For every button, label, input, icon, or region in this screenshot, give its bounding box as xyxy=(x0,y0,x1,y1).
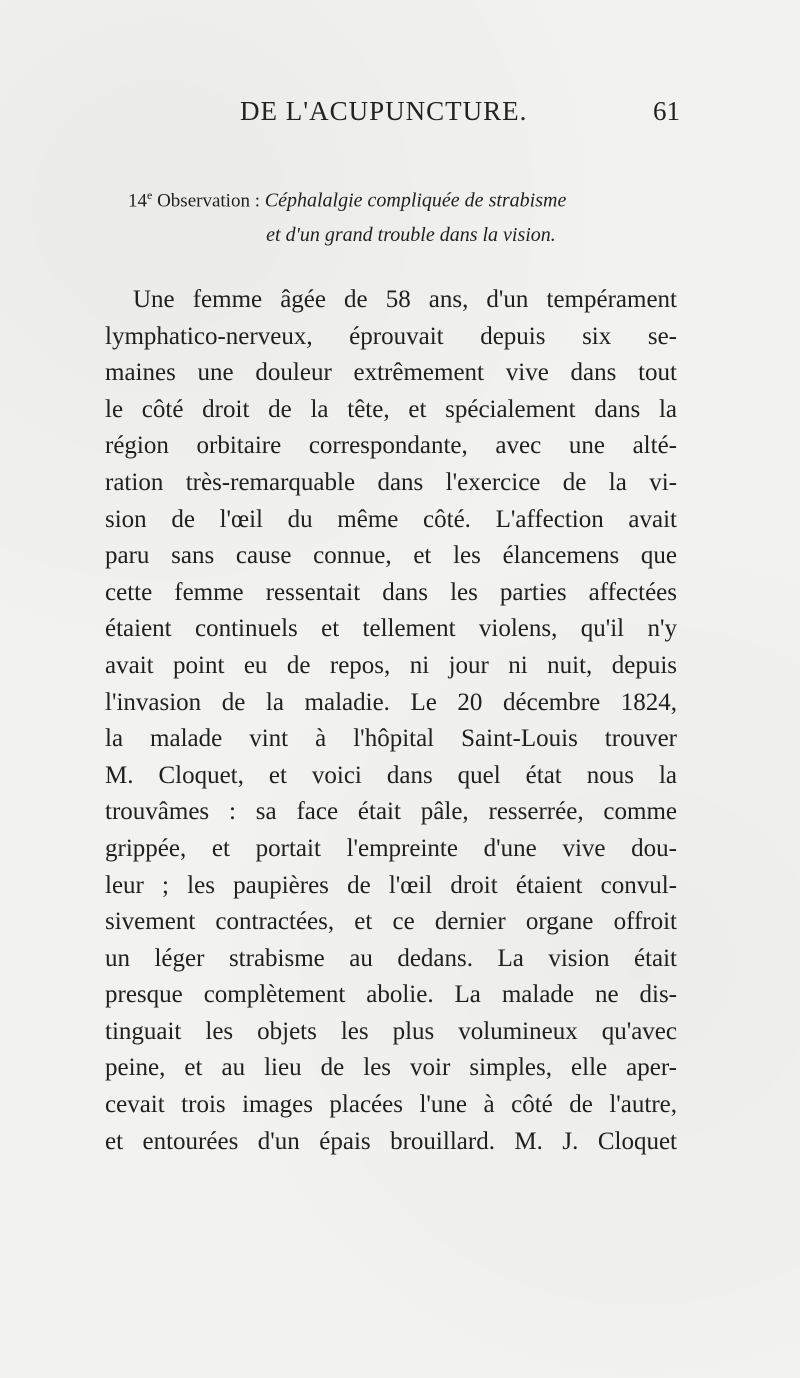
text-line: l'invasion de la maladie. Le 20 décembre 1824, xyxy=(105,688,677,716)
text-line: trouvâmes : sa face était pâle, resserrée, comme xyxy=(105,798,677,826)
text-line: étaient continuels et tellement violens, qu'il n'y xyxy=(105,615,677,643)
text-line: ration très-remarquable dans l'exercice de la vi- xyxy=(105,468,677,496)
text-line: sivement contractées, et ce dernier organe offroit xyxy=(105,908,677,936)
observation-label: Observation : xyxy=(157,190,260,212)
text-line: paru sans cause connue, et les élancemens que xyxy=(105,542,677,570)
text-line: région orbitaire correspondante, avec une alté- xyxy=(105,432,677,460)
observation-number-superscript: e xyxy=(147,188,153,202)
observation-title-part-2: et d'un grand trouble dans la vision. xyxy=(266,224,556,247)
text-line: avait point eu de repos, ni jour ni nuit, depuis xyxy=(105,651,677,679)
text-line: tinguait les objets les plus volumineux qu'avec xyxy=(105,1017,677,1045)
text-line: la malade vint à l'hôpital Saint-Louis trouver xyxy=(105,725,677,753)
page-header xyxy=(110,96,680,136)
text-line: grippée, et portait l'empreinte d'une vive dou- xyxy=(105,834,677,862)
text-line: cevait trois images placées l'une à côté de l'autre, xyxy=(105,1091,677,1119)
text-line: cette femme ressentait dans les parties affectées xyxy=(105,578,677,606)
text-line: Une femme âgée de 58 ans, d'un tempérament xyxy=(133,286,677,313)
observation-title-part-1: Céphalalgie compliquée de strabisme xyxy=(264,189,567,212)
observation-heading-line-1 xyxy=(128,178,678,218)
observation-heading xyxy=(128,178,678,252)
text-line: et entourées d'un épais brouillard. M. J. Cloquet xyxy=(105,1127,677,1155)
observation-number: 14 xyxy=(128,190,147,212)
running-title: DE L'ACUPUNCTURE. xyxy=(240,96,528,126)
text-line: M. Cloquet, et voici dans quel état nous la xyxy=(105,761,677,789)
text-line: peine, et au lieu de les voir simples, elle aper- xyxy=(105,1054,677,1082)
text-line: maines une douleur extrêmement vive dans tout xyxy=(105,359,677,387)
text-line: presque complètement abolie. La malade ne dis- xyxy=(105,981,677,1009)
text-line: sion de l'œil du même côté. L'affection avait xyxy=(105,505,677,533)
text-line: lymphatico-nerveux, éprouvait depuis six se- xyxy=(105,322,677,350)
text-line: leur ; les paupières de l'œil droit étaient convul- xyxy=(105,871,677,899)
page-number: 61 xyxy=(653,96,680,126)
body-text xyxy=(105,282,677,1160)
text-line: un léger strabisme au dedans. La vision était xyxy=(105,944,677,972)
text-line: le côté droit de la tête, et spécialement dans la xyxy=(105,395,677,423)
